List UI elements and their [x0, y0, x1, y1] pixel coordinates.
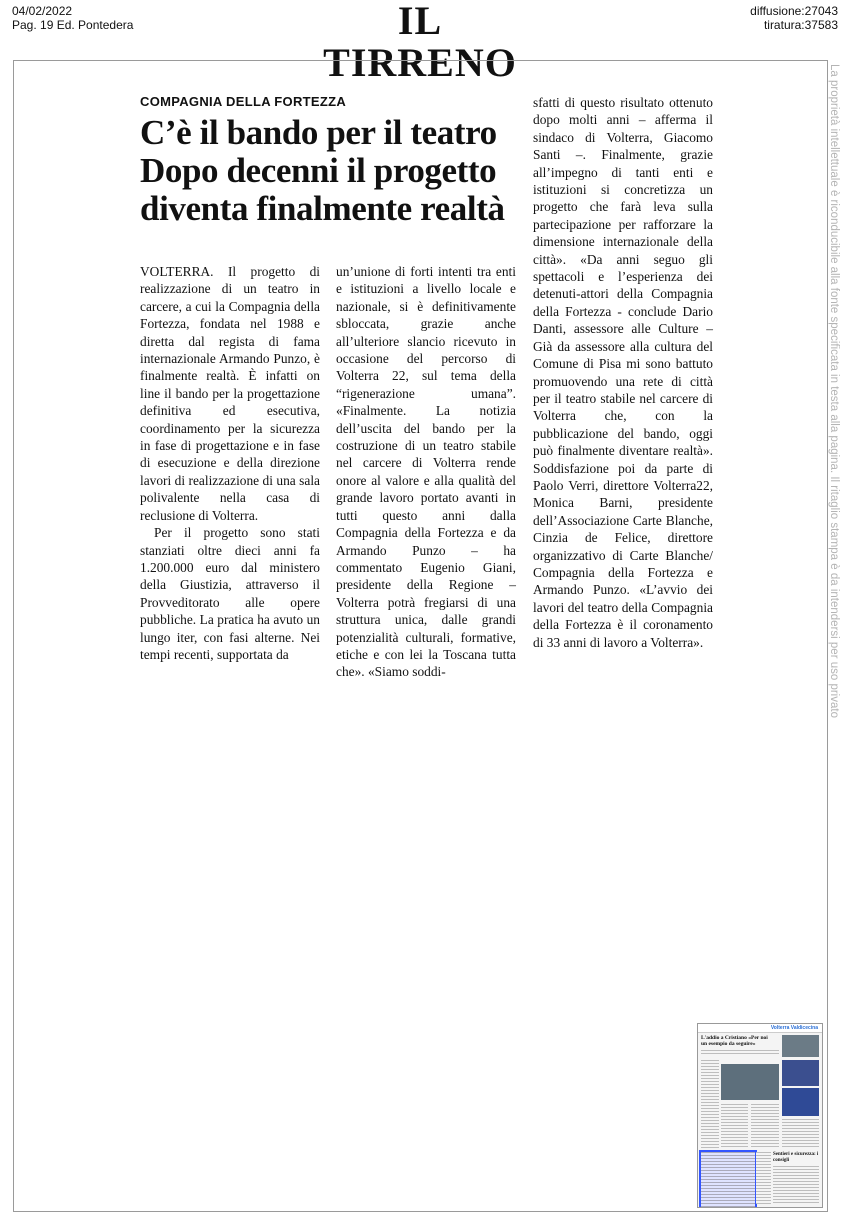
thumbnail-headline: L'addio a Cristiano «Per noi un esempio da seguire» [701, 1035, 768, 1047]
diffusione-count: diffusione:27043 [750, 4, 838, 18]
article-column-3 [533, 94, 713, 651]
column-3-paragraph-1: sfatti di questo risultato ottenuto dopo molti anni – afferma il sindaco di Volterra, Giacomo Santi –. Finalmente, grazie all’impegno di tanti enti e istituzioni si concretizza un progetto che farà leva sulla partecipazione per rafforzare la dimensione internazionale della città». «Da anni seguo gli spettacoli e l’esperienza dei detenuti-attori della Compagnia della Fortezza - conclude Dario Danti, assessore alle Culture – Già da assessore alla cultura del Comune di Pisa mi sono battuto promuovendo una rete di città per il teatro stabile nel carcere di Volterra che, con la pubblicazione del bando, oggi può finalmente diventare realtà». Soddisfazione poi da parte di Paolo Verri, direttore Volterra22, Monica Barni, presidente dell’Associazione Carte Blanche, Cinzia de Felice, direttore organizzativo di Carte Blanche/ Compagnia della Fortezza e Armando Punzo. «L’avvio dei lavori del teatro della Compagnia della Fortezza è il coronamento di 33 anni di lavoro a Volterra». [533, 95, 713, 650]
issue-date: 04/02/2022 [12, 4, 73, 18]
thumbnail-photo-2 [721, 1064, 779, 1100]
page-thumbnail [697, 1023, 823, 1208]
thumbnail-headline-2: Sentieri e sicurezza: i consigli [773, 1152, 819, 1163]
page-info: Pag. 19 Ed. Pontedera [12, 18, 134, 32]
thumbnail-text-block [773, 1166, 819, 1204]
title-line-2: Dopo decenni il progetto [140, 151, 497, 190]
copyright-notice-text: La proprietà intellettuale è riconducibile alla fonte specificata in testa alla pagina. Il ritaglio stampa è da intendersi per uso privato [828, 64, 840, 718]
article-column-2 [336, 263, 516, 681]
thumbnail-text-block [756, 1152, 771, 1204]
thumbnail-text-block [751, 1104, 779, 1148]
title-line-3: diventa finalmente realtà [140, 189, 505, 228]
thumbnail-photo-4 [782, 1088, 819, 1116]
tiratura-count: tiratura:37583 [763, 18, 838, 32]
column-2-paragraph-1: un’unione di forti intenti tra enti e istituzioni a livello locale e nazionale, si è definitivamente sbloccata, grazie anche all’ulteriore slancio ricevuto in occasione del percorso di Volterra 22, sul tema della “rigenerazione umana”. «Finalmente. La notizia dell’uscita del bando per la costruzione di un teatro stabile nel carcere di Volterra rende onore al valore e alla qualità del grande lavoro portato avanti in tutti questo anni dalla Compagnia della Fortezza e da Armando Punzo – ha commentato Eugenio Giani, presidente della Regione – Volterra potrà fregiarsi di una struttura unica, dalle grandi potenzialità culturali, formative, etiche e con lei la Toscana tutta che». «Siamo soddi- [336, 264, 516, 680]
title-line-1: C’è il bando per il teatro [140, 113, 497, 152]
thumbnail-text-block [701, 1050, 779, 1056]
thumbnail-text-block [721, 1104, 748, 1148]
header-right [750, 4, 838, 32]
thumbnail-photo-3 [782, 1060, 819, 1086]
newspaper-masthead: IL TIRRENO [323, 0, 517, 85]
copyright-notice [808, 60, 850, 760]
article-column-1 [140, 263, 320, 663]
column-1-paragraph-2: Per il progetto sono stati stanziati oltre dieci anni fa 1.200.000 euro dal ministero della Giustizia, attraverso il Provveditorato alle opere pubbliche. La pratica ha avuto un lungo iter, con fasi alterne. Nei tempi recenti, supportata da [140, 525, 320, 662]
thumbnail-article-highlight [699, 1150, 757, 1208]
thumbnail-section-label: Volterra Valdicecina [770, 1025, 818, 1031]
article-title [140, 114, 530, 228]
thumbnail-photo-1 [782, 1035, 819, 1057]
header-left [12, 4, 133, 32]
column-1-paragraph-1: VOLTERRA. Il progetto di realizzazione di un teatro in carcere, a cui la Compagnia della Fortezza, fondata nel 1988 e diretta dal regista di fama internazionale Armando Punzo, è finalmente realtà. È infatti on line il bando per la progettazione definitiva ed esecutiva, coordinamento per la sicurezza in fase di progettazione e in fase di esecuzione e della direzione lavori di realizzazione di una sala polivalente nella casa di reclusione di Volterra. [140, 264, 320, 523]
article-kicker: COMPAGNIA DELLA FORTEZZA [140, 94, 347, 109]
thumbnail-text-block [701, 1060, 719, 1148]
thumbnail-text-block [782, 1119, 819, 1148]
